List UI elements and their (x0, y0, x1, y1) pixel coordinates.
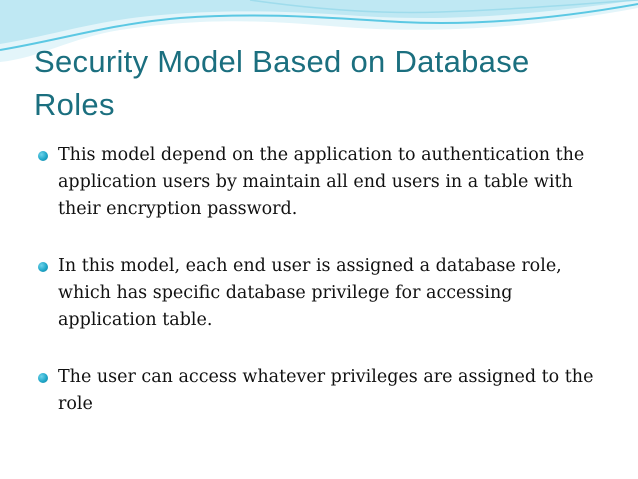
bullet-item (34, 142, 614, 223)
bullet-item (34, 253, 614, 334)
bullet-text: This model depend on the application to authentication the application users by maintain all end users in a table with their encryption password. (58, 145, 585, 219)
bullet-text: In this model, each end user is assigned a database role, which has specific database privilege for accessing application table. (58, 256, 562, 330)
bullet-list (34, 142, 614, 448)
bullet-dot-icon (38, 262, 48, 272)
bullet-dot-icon (38, 151, 48, 161)
slide-title: Security Model Based on Database Roles (34, 44, 530, 122)
bullet-item (34, 364, 614, 418)
bullet-text: The user can access whatever privileges are assigned to the role (58, 367, 594, 414)
bullet-dot-icon (38, 373, 48, 383)
